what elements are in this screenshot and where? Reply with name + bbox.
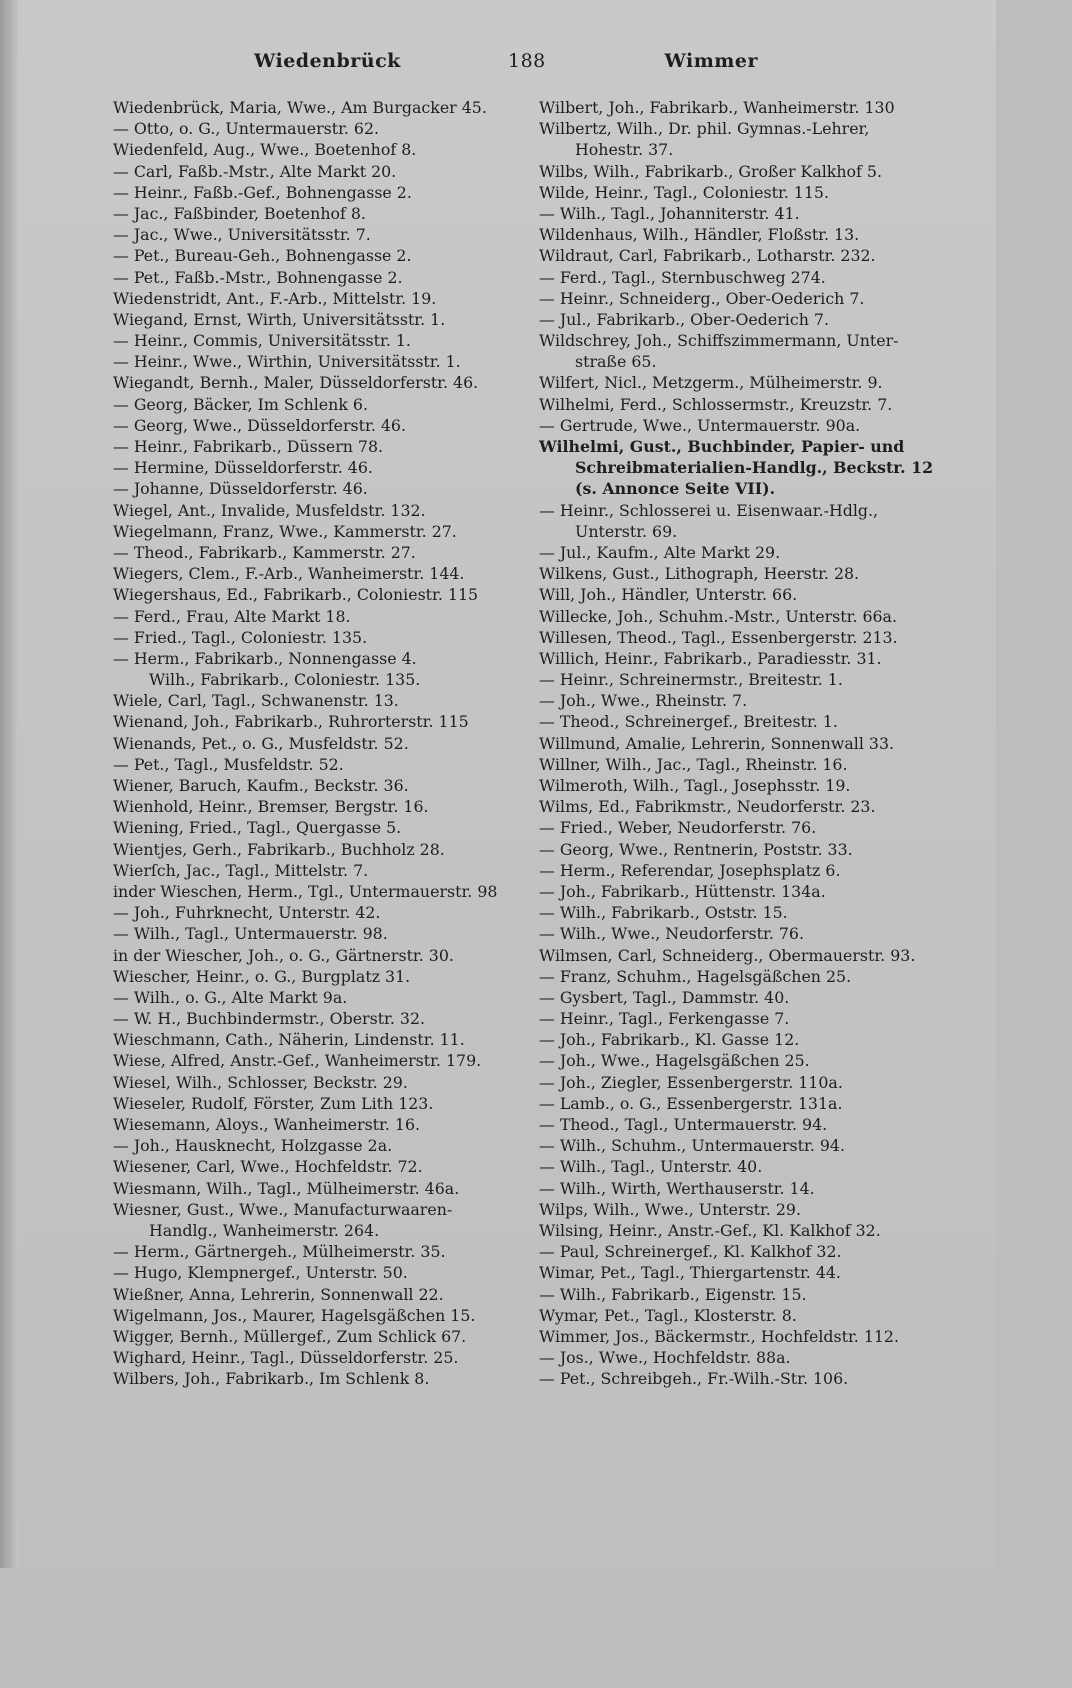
directory-entry: in der Wiescher, Joh., o. G., Gärtnerstr. 30. [113,945,454,965]
directory-entry: Willner, Wilh., Jac., Tagl., Rheinstr. 16. [539,754,848,774]
directory-entry: — Pet., Schreibgeh., Fr.-Wilh.-Str. 106. [539,1369,849,1389]
directory-entry: — Joh., Fabrikarb., Kl. Gasse 12. [539,1030,800,1050]
directory-entry: Wilhelmi, Ferd., Schlossermstr., Kreuzstr. 7. [539,394,893,414]
directory-entry: Wieschmann, Cath., Näherin, Lindenstr. 11. [113,1030,465,1050]
directory-entry: Wiesmann, Wilh., Tagl., Mülheimerstr. 46a. [113,1178,460,1198]
directory-entry: — Lamb., o. G., Essenbergerstr. 131a. [539,1093,843,1113]
directory-entry: — Ferd., Tagl., Sternbuschweg 274. [539,267,826,287]
directory-entry: Wienhold, Heinr., Bremser, Bergstr. 16. [113,797,429,817]
directory-entry: Wilmsen, Carl, Schneiderg., Obermauerstr. 93. [539,945,916,965]
directory-entry: Wimar, Pet., Tagl., Thiergartenstr. 44. [539,1263,841,1283]
directory-entry: — Johanne, Düsseldorferstr. 46. [113,479,368,499]
directory-entry: Wigger, Bernh., Müllergef., Zum Schlick 67. [113,1326,467,1346]
directory-entry: Wildschrey, Joh., Schiffszimmermann, Unter- [539,331,899,351]
directory-entry: — Georg, Wwe., Rentnerin, Poststr. 33. [539,839,853,859]
directory-entry: — Pet., Bureau-Geh., Bohnengasse 2. [113,246,412,266]
directory-entry: Handlg., Wanheimerstr. 264. [149,1220,380,1240]
page-spine [0,0,18,1568]
directory-entry: Wilms, Ed., Fabrikmstr., Neudorferstr. 23. [539,797,876,817]
directory-entry: — Joh., Wwe., Hagelsgäßchen 25. [539,1051,810,1071]
directory-entry: Will, Joh., Händler, Unterstr. 66. [539,585,798,605]
directory-entry: — Heinr., Schlosserei u. Eisenwaar.-Hdlg., [539,500,879,520]
directory-entry: — Herm., Fabrikarb., Nonnengasse 4. [113,648,417,668]
directory-entry: Wymar, Pet., Tagl., Klosterstr. 8. [539,1305,797,1325]
directory-entry: — Fried., Weber, Neudorferstr. 76. [539,818,817,838]
directory-entry: Schreibmaterialien-Handlg., Beckstr. 12 [575,458,934,478]
directory-entry: inder Wieschen, Herm., Tgl., Untermauerstr. 98 [113,881,498,901]
header-right-keyword: Wimmer [664,50,758,72]
directory-entry: — Joh., Hausknecht, Holzgasse 2a. [113,1136,393,1156]
directory-entry: — Theod., Schreinergef., Breitestr. 1. [539,712,838,732]
directory-entry: Wigelmann, Jos., Maurer, Hagelsgäßchen 15. [113,1305,476,1325]
directory-entry: Wilbertz, Wilh., Dr. phil. Gymnas.-Lehrer, [539,119,870,139]
directory-entry: — Joh., Fabrikarb., Hüttenstr. 134a. [539,881,826,901]
directory-entry: — Jos., Wwe., Hochfeldstr. 88a. [539,1348,791,1368]
directory-entry: Wienand, Joh., Fabrikarb., Ruhrorterstr. 115 [113,712,469,732]
directory-entry: — Herm., Referendar, Josephsplatz 6. [539,860,841,880]
directory-entry: Wilbert, Joh., Fabrikarb., Wanheimerstr. 130 [539,98,895,117]
directory-entry: — Heinr., Schneiderg., Ober-Oederich 7. [539,288,865,308]
directory-entry: Wilmeroth, Wilh., Tagl., Josephsstr. 19. [539,776,851,795]
directory-entry: Wiesel, Wilh., Schlosser, Beckstr. 29. [113,1072,408,1092]
directory-entry: Wiese, Alfred, Anstr.-Gef., Wanheimerstr. 179. [113,1051,482,1071]
directory-entry: Wilbs, Wilh., Fabrikarb., Großer Kalkhof 5. [539,161,882,181]
directory-entry: Wiegelmann, Franz, Wwe., Kammerstr. 27. [113,521,457,541]
directory-entry: — Wilh., Fabrikarb., Eigenstr. 15. [539,1284,807,1304]
directory-entry: — Heinr., Wwe., Wirthin, Universitätsstr. 1. [113,352,461,372]
directory-entry: — Gysbert, Tagl., Dammstr. 40. [539,987,790,1007]
directory-entry: — Heinr., Fabrikarb., Düssern 78. [113,437,384,456]
directory-entry: Wientjes, Gerh., Fabrikarb., Buchholz 28. [113,839,445,859]
directory-entry: — Carl, Faßb.-Mstr., Alte Markt 20. [113,161,397,181]
directory-entry: — Joh., Fuhrknecht, Unterstr. 42. [113,903,381,923]
directory-entry: — Ferd., Frau, Alte Markt 18. [113,606,351,626]
directory-entry: — Georg, Wwe., Düsseldorferstr. 46. [113,415,406,435]
directory-entry: — Wilh., Fabrikarb., Oststr. 15. [539,903,788,923]
directory-entry: Willmund, Amalie, Lehrerin, Sonnenwall 33. [539,733,895,753]
directory-entry: — Hermine, Düsseldorferstr. 46. [113,458,373,478]
directory-entry: Wildraut, Carl, Fabrikarb., Lotharstr. 232. [539,246,876,266]
directory-entry: — Pet., Faßb.-Mstr., Bohnengasse 2. [113,267,403,287]
directory-entry: — Jac., Wwe., Universitätsstr. 7. [113,225,371,245]
directory-entry: Willesen, Theod., Tagl., Essenbergerstr. 213. [539,627,898,647]
directory-entry: — Fried., Tagl., Coloniestr. 135. [113,627,368,647]
directory-entry: — Herm., Gärtnergeh., Mülheimerstr. 35. [113,1242,446,1262]
directory-entry: Wilsing, Heinr., Anstr.-Gef., Kl. Kalkhof 32. [539,1220,881,1240]
directory-entry: Wiedenbrück, Maria, Wwe., Am Burgacker 45. [113,98,487,117]
directory-entry: — Wilh., Tagl., Untermauerstr. 98. [113,924,388,944]
directory-entry: Wilps, Wilh., Wwe., Unterstr. 29. [539,1199,801,1219]
directory-entry: Wiesener, Carl, Wwe., Hochfeldstr. 72. [113,1157,423,1177]
directory-entry: — Wilh., o. G., Alte Markt 9a. [113,987,348,1007]
directory-entry: Wierſch, Jac., Tagl., Mittelstr. 7. [113,860,369,880]
directory-entry: Wiegershaus, Ed., Fabrikarb., Coloniestr. 115 [113,585,479,605]
directory-entry: Wiedenstridt, Ant., F.-Arb., Mittelstr. 19. [113,288,437,308]
directory-entry: Wildenhaus, Wilh., Händler, Floßstr. 13. [539,225,860,245]
directory-entry: Wimmer, Jos., Bäckermstr., Hochfeldstr. 112. [539,1326,900,1346]
directory-entry: Wiedenfeld, Aug., Wwe., Boetenhof 8. [113,140,417,160]
directory-entry: Wilde, Heinr., Tagl., Coloniestr. 115. [539,182,829,202]
directory-entry: — Heinr., Schreinermstr., Breitestr. 1. [539,670,843,690]
directory-entry: — Theod., Fabrikarb., Kammerstr. 27. [113,542,416,562]
directory-entry: (s. Annonce Seite VII). [575,479,776,499]
directory-entry: Wiener, Baruch, Kaufm., Beckstr. 36. [113,776,409,795]
directory-entry: — Joh., Ziegler, Essenbergerstr. 110a. [539,1072,843,1092]
directory-entry: — Wilh., Tagl., Unterstr. 40. [539,1157,763,1177]
directory-entry: — Wilh., Wirth, Werthauserstr. 14. [539,1178,815,1198]
directory-entry: — Wilh., Schuhm., Untermauerstr. 94. [539,1136,845,1156]
directory-entry: — W. H., Buchbindermstr., Oberstr. 32. [113,1009,426,1029]
directory-entry: Wiening, Fried., Tagl., Quergasse 5. [113,818,402,838]
directory-entry: — Heinr., Tagl., Ferkengasse 7. [539,1009,790,1029]
directory-entry: Wieseler, Rudolf, Förster, Zum Lith 123. [113,1093,434,1113]
directory-entry: — Franz, Schuhm., Hagelsgäßchen 25. [539,966,852,986]
directory-entry: — Wilh., Wwe., Neudorferstr. 76. [539,924,804,944]
directory-entry: Wilkens, Gust., Lithograph, Heerstr. 28. [539,564,860,584]
directory-entry: — Heinr., Commis, Universitätsstr. 1. [113,331,411,351]
directory-entry: — Paul, Schreinergef., Kl. Kalkhof 32. [539,1242,842,1262]
directory-entry: — Hugo, Klempnergef., Unterstr. 50. [113,1263,408,1283]
directory-entry: Wilfert, Nicl., Metzgerm., Mülheimerstr. 9. [539,373,883,393]
left-column [113,97,523,1389]
directory-entry: Wilhelmi, Gust., Buchbinder, Papier- und [539,437,905,456]
directory-entry: — Heinr., Faßb.-Gef., Bohnengasse 2. [113,182,412,202]
directory-entry: Hohestr. 37. [575,140,674,160]
directory-entry: Wiescher, Heinr., o. G., Burgplatz 31. [113,966,411,986]
directory-entry: Wienands, Pet., o. G., Musfeldstr. 52. [113,733,409,753]
directory-entry: — Jul., Fabrikarb., Ober-Oederich 7. [539,309,829,329]
directory-entry: Wiegand, Ernst, Wirth, Universitätsstr. 1. [113,309,446,329]
directory-entry: Wiele, Carl, Tagl., Schwanenstr. 13. [113,691,399,711]
directory-entry: — Gertrude, Wwe., Untermauerstr. 90a. [539,415,861,435]
directory-entry: Wiesner, Gust., Wwe., Manufacturwaaren- [113,1199,453,1219]
directory-entry: Wießner, Anna, Lehrerin, Sonnenwall 22. [113,1284,444,1304]
directory-entry: — Theod., Tagl., Untermauerstr. 94. [539,1115,828,1134]
directory-entry: — Jac., Faßbinder, Boetenhof 8. [113,203,366,223]
directory-entry: — Otto, o. G., Untermauerstr. 62. [113,119,380,139]
right-column [539,97,949,1389]
directory-entry: — Joh., Wwe., Rheinstr. 7. [539,691,748,711]
directory-entry: Wiegandt, Bernh., Maler, Düsseldorferstr. 46. [113,373,479,393]
directory-entry: — Pet., Tagl., Musfeldstr. 52. [113,754,344,774]
directory-entry: Wighard, Heinr., Tagl., Düsseldorferstr. 25. [113,1348,459,1368]
directory-entry: Wiegel, Ant., Invalide, Musfeldstr. 132. [113,500,426,520]
directory-entry: Wilh., Fabrikarb., Coloniestr. 135. [149,670,421,690]
directory-entry: Willich, Heinr., Fabrikarb., Paradiesstr. 31. [539,648,882,668]
header-left-keyword: Wiedenbrück [254,50,401,72]
directory-entry: — Georg, Bäcker, Im Schlenk 6. [113,394,368,414]
directory-entry: Wiegers, Clem., F.-Arb., Wanheimerstr. 144. [113,564,465,584]
directory-entry: Unterstr. 69. [575,521,678,541]
directory-entry: Wiesemann, Aloys., Wanheimerstr. 16. [113,1115,421,1134]
directory-entry: — Jul., Kaufm., Alte Markt 29. [539,542,781,562]
directory-entry: straße 65. [575,352,657,372]
directory-entry: Wilbers, Joh., Fabrikarb., Im Schlenk 8. [113,1369,430,1389]
directory-entry: — Wilh., Tagl., Johanniterstr. 41. [539,203,800,223]
page-header [110,50,948,80]
directory-entry: Willecke, Joh., Schuhm.-Mstr., Unterstr. 66a. [539,606,897,626]
page-number: 188 [508,50,546,72]
